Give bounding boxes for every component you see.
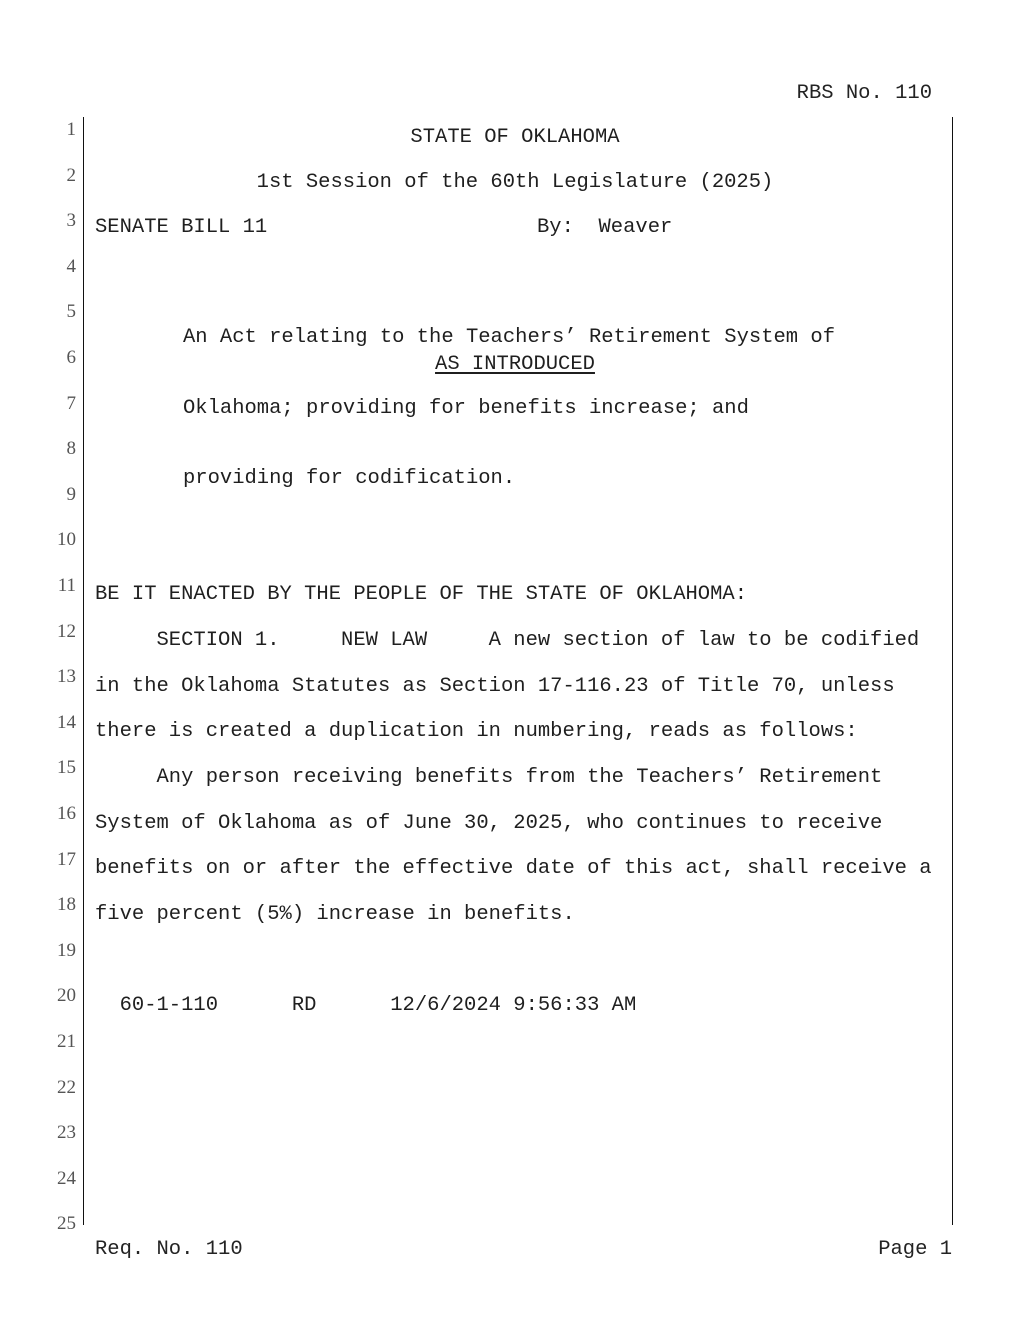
page-label: Page 1 <box>878 1238 952 1261</box>
line-number: 7 <box>66 392 76 414</box>
line-number: 8 <box>66 438 76 460</box>
act-summary-line: An Act relating to the Teachers’ Retirement System of <box>183 326 836 349</box>
line-number: 15 <box>57 757 76 779</box>
body-line: SECTION 1. NEW LAW A new section of law to be codified <box>95 629 920 652</box>
line-number: 5 <box>66 301 76 323</box>
session-heading: 1st Session of the 60th Legislature (2025) <box>256 171 774 194</box>
line-number: 6 <box>66 347 76 368</box>
body-line: there is created a duplication in numbering, reads as follows: <box>95 720 858 743</box>
body-line: System of Oklahoma as of June 30, 2025, who continues to receive <box>95 812 883 835</box>
line-number: 12 <box>57 620 76 642</box>
line-number: 18 <box>57 894 76 916</box>
line-number: 17 <box>57 848 76 870</box>
drafting-stamp: 60-1-110 RD 12/6/2024 9:56:33 AM <box>95 994 637 1017</box>
line-number: 19 <box>57 939 76 961</box>
status-heading: AS INTRODUCED <box>435 353 595 376</box>
bill-author: By: Weaver <box>537 216 673 239</box>
page-footer <box>95 1238 952 1261</box>
line-number: 10 <box>57 529 76 551</box>
body-line: five percent (5%) increase in benefits. <box>95 903 575 926</box>
act-summary <box>183 279 835 538</box>
body-line: benefits on or after the effective date of this act, shall receive a <box>95 857 932 880</box>
right-margin-rule <box>952 117 953 1225</box>
request-number: Req. No. 110 <box>95 1238 243 1261</box>
left-margin-rule <box>83 117 84 1225</box>
state-heading: STATE OF OKLAHOMA <box>410 126 620 149</box>
line-number: 9 <box>66 483 76 505</box>
line-number: 23 <box>57 1122 76 1144</box>
line-number: 2 <box>66 164 76 186</box>
line-number: 3 <box>66 210 76 232</box>
line-number: 16 <box>57 803 76 824</box>
line-number: 20 <box>57 985 76 1007</box>
act-summary-line: providing for codification. <box>183 467 516 490</box>
line-number: 25 <box>57 1213 76 1235</box>
line-number: 24 <box>57 1167 76 1189</box>
act-summary-line: Oklahoma; providing for benefits increase; and <box>183 396 749 420</box>
line-number: 13 <box>57 666 76 688</box>
line-number-clipped <box>0 1213 76 1235</box>
line-number: 11 <box>57 575 76 596</box>
line-number: 21 <box>57 1031 76 1052</box>
document-id: RBS No. 110 <box>796 82 932 105</box>
line-number: 4 <box>66 255 76 277</box>
text-column <box>95 117 947 1225</box>
line-number-gutter <box>0 117 76 1247</box>
body-line: Any person receiving benefits from the Teachers’ Retirement <box>95 766 883 789</box>
enacting-clause: BE IT ENACTED BY THE PEOPLE OF THE STATE OF OKLAHOMA: <box>95 583 748 606</box>
bill-number: SENATE BILL 11 <box>95 216 268 239</box>
body-line: in the Oklahoma Statutes as Section 17-116.23 of Title 70, unless <box>95 675 895 698</box>
line-number: 1 <box>66 119 76 140</box>
line-number: 22 <box>57 1076 76 1098</box>
line-number: 14 <box>57 711 76 733</box>
